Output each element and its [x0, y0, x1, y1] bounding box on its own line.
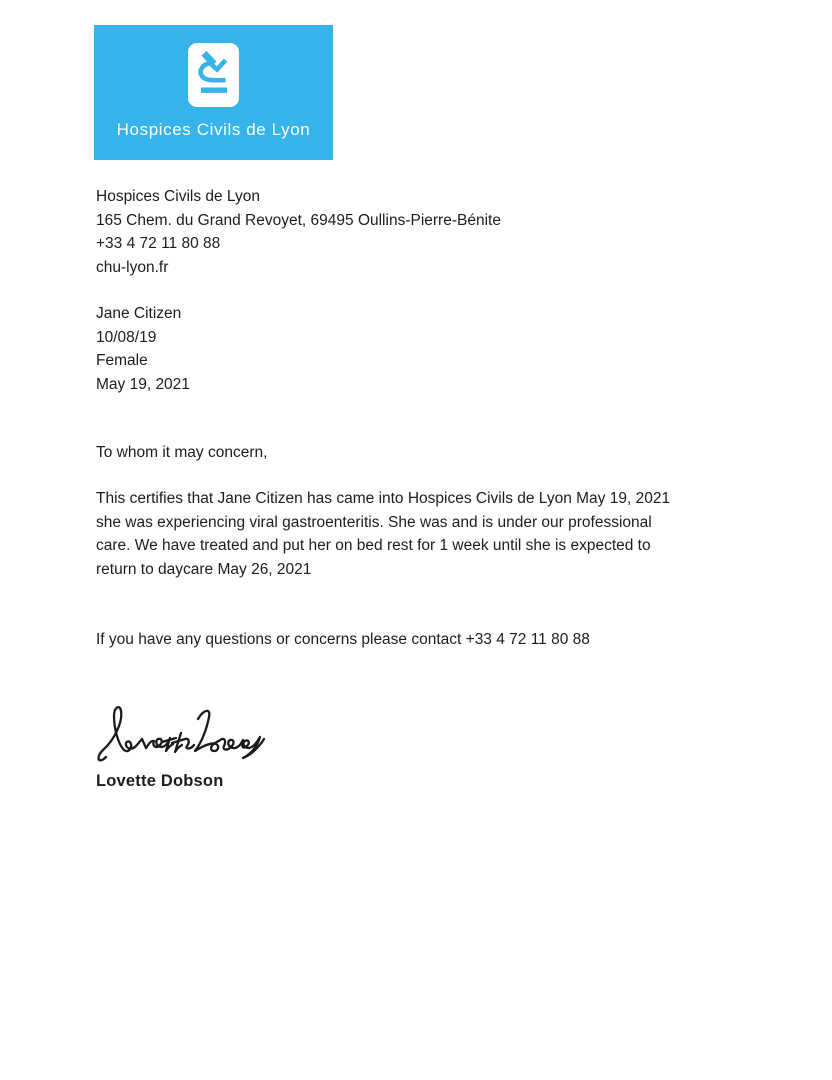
salutation: To whom it may concern,: [96, 444, 268, 461]
patient-date-of-birth: 10/08/19: [96, 328, 157, 346]
letter-body: This certifies that Jane Citizen has came into Hospices Civils de Lyon May 19, 2021 she was experiencing viral gastroenteritis. She was and is under our professional care. We have treated and put her on bed rest for 1 week until she is expected to return to daycare May 26, 2021: [96, 490, 671, 578]
sender-address: 165 Chem. du Grand Revoyet, 69495 Oullins-Pierre-Bénite: [96, 211, 501, 229]
patient-name: Jane Citizen: [96, 305, 182, 322]
microscope-icon: [194, 47, 234, 103]
logo-icon-tile: [188, 43, 239, 107]
hospital-logo: [94, 25, 333, 160]
letter-date: May 19, 2021: [96, 375, 190, 393]
sender-website: chu-lyon.fr: [96, 258, 169, 276]
logo-caption: Hospices Civils de Lyon: [116, 120, 311, 139]
sender-organization: Hospices Civils de Lyon: [96, 188, 260, 205]
contact-line: If you have any questions or concerns please contact +33 4 72 11 80 88: [96, 631, 590, 648]
patient-sex: Female: [96, 352, 148, 369]
patient-block: [96, 302, 190, 396]
signature-image: [94, 700, 266, 766]
handwritten-signature: [94, 700, 266, 766]
signer-printed-name: Lovette Dobson: [96, 772, 224, 790]
sender-block: [96, 185, 501, 279]
sender-phone: +33 4 72 11 80 88: [96, 235, 221, 252]
